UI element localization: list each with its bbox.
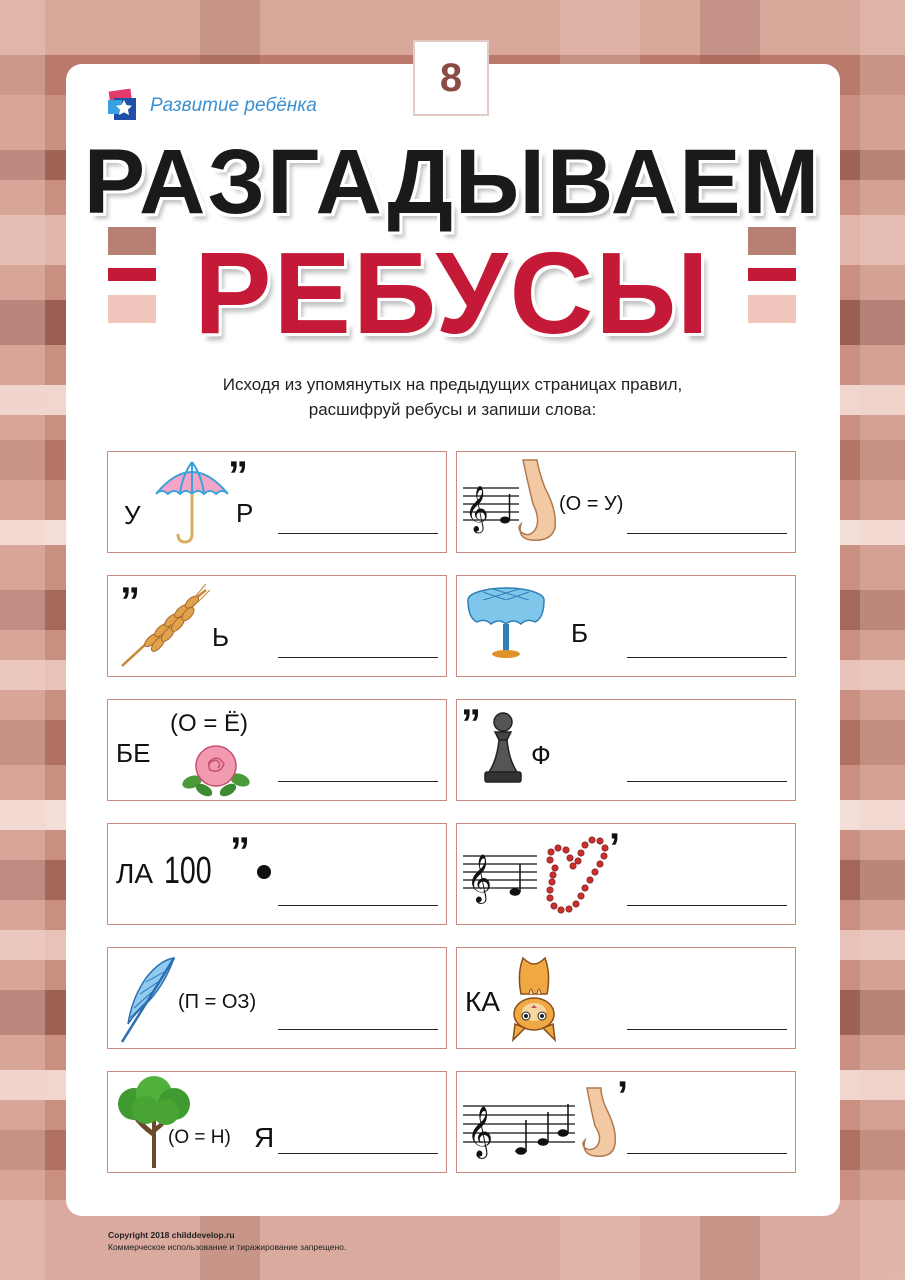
puzzle-1-text-2: ”	[228, 454, 248, 498]
svg-text:𝄞: 𝄞	[467, 853, 492, 902]
puzzle-box-3	[107, 575, 447, 677]
answer-line-4[interactable]	[627, 657, 787, 658]
umbrella-icon	[152, 456, 232, 544]
answer-line-8[interactable]	[627, 905, 787, 906]
puzzle-box-5	[107, 699, 447, 801]
tree-icon	[114, 1076, 194, 1168]
footer	[108, 1229, 346, 1253]
puzzle-4-text-1: Б	[571, 618, 589, 648]
puzzle-9-text-1: (П = ОЗ)	[178, 991, 257, 1013]
puzzle-6-text-1: ”	[461, 702, 481, 746]
answer-line-12[interactable]	[627, 1153, 787, 1154]
answer-line-1[interactable]	[278, 533, 438, 534]
chess-pawn-icon	[483, 710, 523, 790]
answer-line-6[interactable]	[627, 781, 787, 782]
feather-icon	[116, 954, 180, 1044]
puzzle-5-text-1: БЕ	[116, 738, 151, 768]
footer-copyright: Copyright 2018 childdevelop.ru	[108, 1230, 235, 1240]
puzzle-box-9	[107, 947, 447, 1049]
puzzle-8-text-1: ’	[609, 826, 621, 870]
puzzle-box-4	[456, 575, 796, 677]
puzzle-5-text-2: (О = Ё)	[170, 710, 249, 737]
puzzle-7-text-3: ”	[230, 830, 250, 874]
puzzle-2-text-1: (О = У)	[559, 493, 624, 515]
puzzle-10-text-1: КА	[465, 986, 500, 1017]
puzzle-1-text-3: Р	[236, 498, 254, 528]
puzzle-box-6	[456, 699, 796, 801]
cat-upside-down-icon	[509, 954, 559, 1042]
instructions-line-1: Исходя из упомянутых на предыдущих страницах правил,	[222, 375, 683, 394]
puzzle-box-1	[107, 451, 447, 553]
nose-icon	[515, 458, 559, 542]
title-line-2: РЕБУСЫ	[194, 228, 711, 358]
brand-logo-text: Развитие ребёнка	[150, 95, 317, 116]
puzzle-12-text-1: ’	[617, 1074, 629, 1118]
music-staff-icon	[463, 1096, 575, 1156]
puzzle-3-text-1: ”	[120, 580, 140, 624]
puzzle-3-text-2: Ь	[212, 622, 230, 652]
music-staff-icon	[463, 480, 519, 530]
puzzle-box-10	[456, 947, 796, 1049]
puzzle-7-text-1: ЛА	[116, 858, 154, 889]
title-line-1: РАЗГАДЫВАЕМ	[83, 131, 822, 233]
table-icon	[463, 584, 549, 662]
answer-line-5[interactable]	[278, 781, 438, 782]
brand-logo	[106, 86, 317, 126]
puzzle-6-text-2: Ф	[531, 740, 551, 770]
footer-notice: Коммерческое использование и тиражирование запрещено.	[108, 1242, 347, 1252]
puzzle-7-text-2: 100	[164, 850, 212, 892]
answer-line-3[interactable]	[278, 657, 438, 658]
music-staff-icon	[463, 846, 537, 902]
puzzle-11-text-2: Я	[254, 1122, 275, 1153]
answer-line-7[interactable]	[278, 905, 438, 906]
nose-icon	[579, 1086, 619, 1158]
svg-text:𝄞: 𝄞	[465, 486, 489, 532]
dot-icon	[256, 864, 272, 880]
svg-text:𝄞: 𝄞	[467, 1106, 494, 1157]
beads-icon	[541, 828, 611, 920]
puzzle-box-7	[107, 823, 447, 925]
page-number: 8	[413, 40, 489, 116]
instructions-line-2: расшифруй ребусы и запиши слова:	[308, 400, 597, 419]
answer-line-11[interactable]	[278, 1153, 438, 1154]
puzzle-box-12	[456, 1071, 796, 1173]
answer-line-10[interactable]	[627, 1029, 787, 1030]
puzzle-1-text-1: У	[124, 500, 141, 530]
puzzle-11-text-1: (О = Н)	[168, 1127, 231, 1148]
answer-line-9[interactable]	[278, 1029, 438, 1030]
instructions	[150, 372, 755, 422]
puzzle-box-11	[107, 1071, 447, 1173]
puzzle-box-2	[456, 451, 796, 553]
puzzle-box-8	[456, 823, 796, 925]
rose-icon	[180, 740, 252, 798]
brand-logo-icon	[106, 88, 142, 124]
wheat-icon	[118, 580, 210, 668]
answer-line-2[interactable]	[627, 533, 787, 534]
